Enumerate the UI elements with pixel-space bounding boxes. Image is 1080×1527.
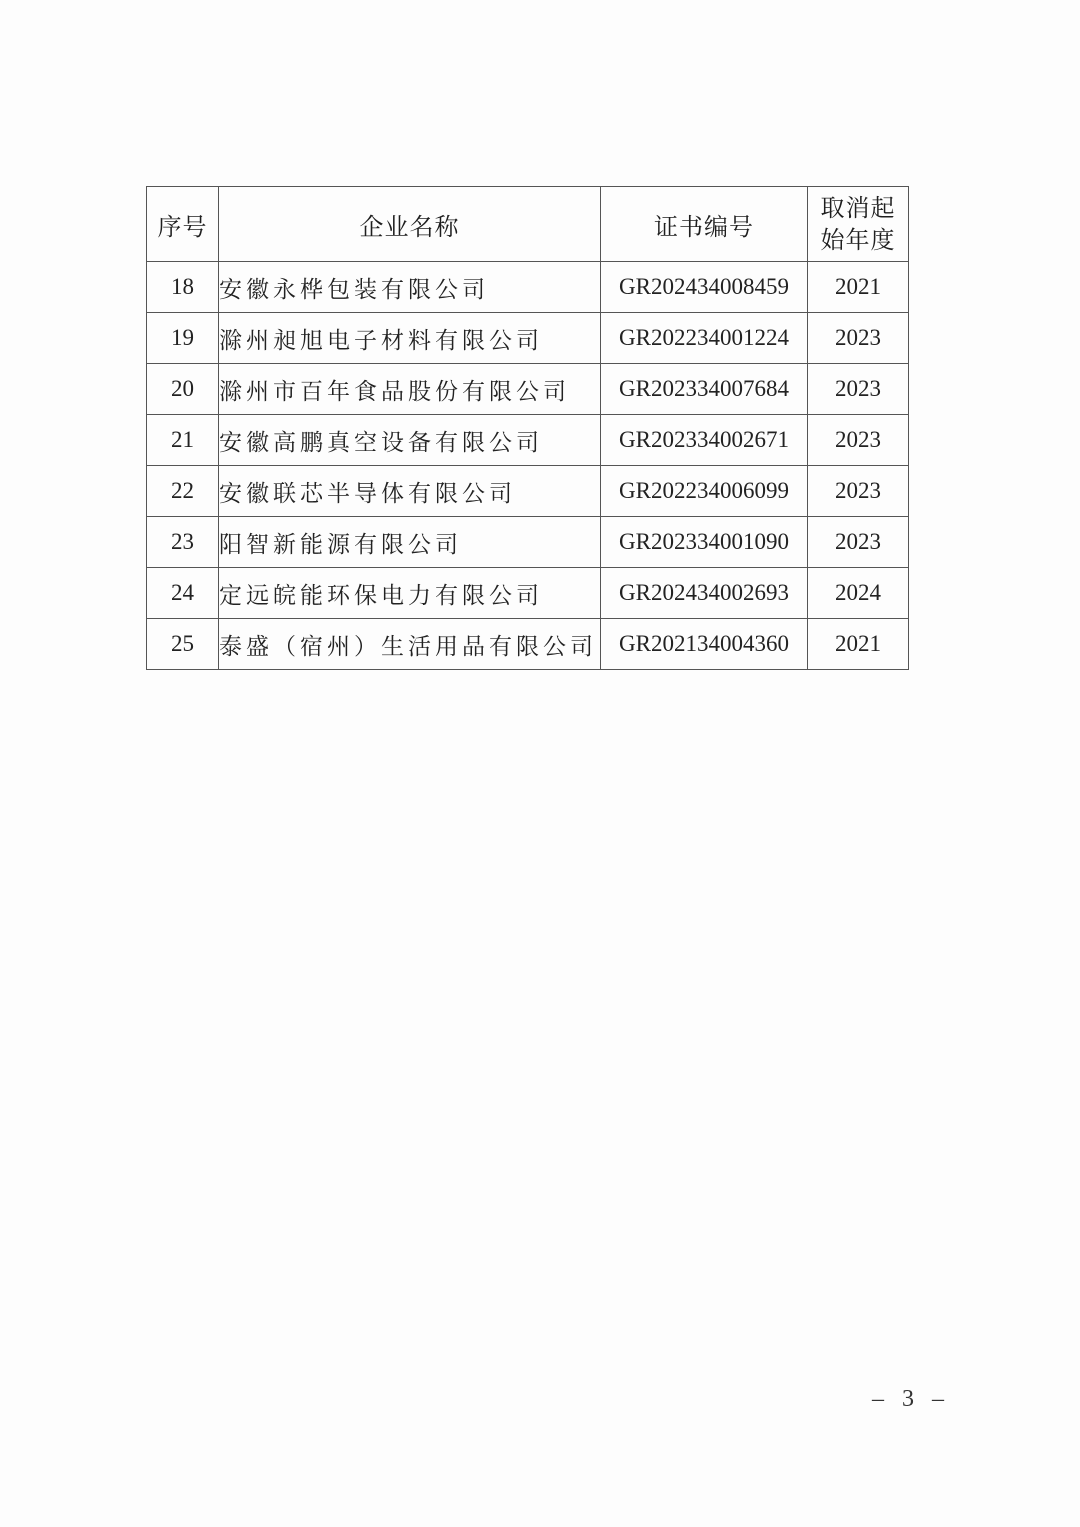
cancelled-enterprises-table [146, 186, 909, 670]
table-row [147, 313, 909, 364]
row-number: 19 [147, 313, 219, 364]
certificate-number: GR202434002693 [601, 568, 808, 619]
cancel-start-year: 2023 [808, 466, 909, 517]
enterprise-name: 滁州昶旭电子材料有限公司 [219, 313, 601, 364]
table-row [147, 466, 909, 517]
certificate-number: GR202234006099 [601, 466, 808, 517]
row-number: 22 [147, 466, 219, 517]
cancel-start-year: 2021 [808, 619, 909, 670]
table-row [147, 364, 909, 415]
certificate-number: GR202334001090 [601, 517, 808, 568]
cancel-start-year: 2023 [808, 415, 909, 466]
enterprise-name: 安徽高鹏真空设备有限公司 [219, 415, 601, 466]
certificate-number: GR202334002671 [601, 415, 808, 466]
row-number: 20 [147, 364, 219, 415]
row-number: 25 [147, 619, 219, 670]
enterprise-name: 安徽联芯半导体有限公司 [219, 466, 601, 517]
header-year-line1: 取消起 [820, 194, 896, 222]
enterprise-name: 滁州市百年食品股份有限公司 [219, 364, 601, 415]
table-row [147, 568, 909, 619]
enterprise-name: 阳智新能源有限公司 [219, 517, 601, 568]
enterprise-name: 定远皖能环保电力有限公司 [219, 568, 601, 619]
enterprise-name: 泰盛（宿州）生活用品有限公司 [219, 619, 601, 670]
cancel-start-year: 2023 [808, 364, 909, 415]
certificate-number: GR202234001224 [601, 313, 808, 364]
certificate-number: GR202134004360 [601, 619, 808, 670]
cancel-start-year: 2021 [808, 262, 909, 313]
certificate-number: GR202434008459 [601, 262, 808, 313]
header-name: 企业名称 [219, 187, 601, 262]
header-cert: 证书编号 [601, 187, 808, 262]
table-row [147, 517, 909, 568]
table-header-row [147, 187, 909, 262]
table-row [147, 415, 909, 466]
header-no: 序号 [147, 187, 219, 262]
row-number: 18 [147, 262, 219, 313]
cancel-start-year: 2024 [808, 568, 909, 619]
row-number: 23 [147, 517, 219, 568]
row-number: 24 [147, 568, 219, 619]
cancel-start-year: 2023 [808, 313, 909, 364]
table-row [147, 619, 909, 670]
enterprise-name: 安徽永桦包装有限公司 [219, 262, 601, 313]
header-year [808, 187, 909, 262]
header-year-line2: 始年度 [820, 226, 896, 254]
table-row [147, 262, 909, 313]
certificate-number: GR202334007684 [601, 364, 808, 415]
cancel-start-year: 2023 [808, 517, 909, 568]
page-number: – 3 – [872, 1386, 950, 1412]
row-number: 21 [147, 415, 219, 466]
